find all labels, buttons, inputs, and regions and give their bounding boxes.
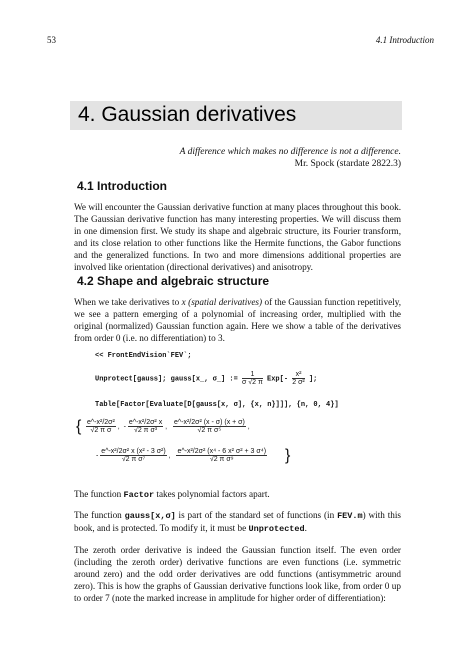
paragraph-zeroth-order: The zeroth order derivative is indeed the Gaussian function itself. The even order (including the zeroth order) derivative functions are even functions (i.e. symmetric around zero) and the odd order derivatives are odd functions (antisymmetric around zero). This is how the graphs of Gaussian derivative functions look like, from order 0 up to order 7 (note the marked increase in amplitude for higher order of differentiation): <box>74 545 401 604</box>
factor-text-post: takes polynomial factors apart. <box>154 489 270 499</box>
output-open-brace: { <box>76 418 82 435</box>
paragraph-shape <box>74 296 401 344</box>
paragraph-introduction: We will encounter the Gaussian derivative function at many places throughout this book. The Gaussian derivative function has many interesting properties. We will discuss them in one dimension first. We study its shape and algebraic structure, its Fourier transform, and its close relation to other functions like the Hermite functions, the Gabor functions and the generalized functions. In two and more dimensions additional properties are involved like orientation (directional derivatives) and anisotropy. <box>74 202 401 273</box>
chapter-title: 4. Gaussian derivatives <box>78 103 297 126</box>
output-term-0-den: √2 π σ <box>90 427 112 434</box>
shape-text-pre: When we take derivatives to <box>74 297 182 307</box>
output-term-1-den: √2 π σ³ <box>134 427 158 434</box>
code-exp-numerator: x² <box>292 371 305 379</box>
page-number: 53 <box>47 35 56 45</box>
output-term-2-den: √2 π σ⁵ <box>197 427 222 434</box>
shape-spatial-derivatives: (spatial derivatives) <box>188 297 263 307</box>
code-gauss-def-text: Unprotect[gauss]; gauss[x_, σ_] := <box>95 375 238 384</box>
output-term-0-num: e^-x²/2σ² <box>87 419 115 426</box>
gauss-text-pre: The function <box>74 510 125 520</box>
output-row-2: - $\frac{\text{e\textasciicircum{}-x²/2σ² x (x² - 3 σ²)}}{\text{√2 π σ⁷}}$ , $\frac{\text{e\textasciicircum{}-x²/2σ² (x⁴ - 6 x² σ² + 3 σ⁴)}}{\text{√2 π σ⁹}}$ <box>96 448 267 463</box>
output-term-2-num: e^-x²/2σ² (x - σ) (x + σ) <box>173 419 245 426</box>
gauss-text-end: . <box>304 523 307 534</box>
gauss-unprotected: Unprotected <box>248 524 305 535</box>
section-heading-introduction: 4.1 Introduction <box>77 179 167 193</box>
output-term-3-den: √2 π σ⁷ <box>121 456 146 463</box>
code-line-import: << FrontEndVision`FEV`; <box>95 352 192 360</box>
code-exp-end: ]; <box>308 375 318 384</box>
code-gauss-numerator: 1 <box>242 371 263 379</box>
factor-code: Factor <box>123 490 155 500</box>
running-header: 4.1 Introduction <box>375 35 434 45</box>
shape-variable-x: x <box>181 297 186 307</box>
shape-text-post: of the Gaussian function repetitively, we see a pattern emerging of a polynomial of increasing order, multiplied with the original (normalized) Gaussian function again. Here we show a table of the derivatives from order 0 (i.e. no differentiation) to 3. <box>74 297 402 344</box>
paragraph-gauss <box>74 509 401 535</box>
factor-text-pre: The function <box>74 489 124 499</box>
epigraph-quote: A difference which makes no difference is not a difference. <box>179 147 401 157</box>
output-term-4 <box>176 448 267 463</box>
output-term-1 <box>128 419 163 434</box>
output-row-1: $\frac{\text{e\textasciicircum{}-x²/2σ²}}{\text{√2 π σ}}$ , - $\frac{\text{e\textasciicircum{}-x²/2σ² x}}{\text{√2 π σ³}}$ , $\frac{\text{e\textasciicircum{}-x²/2σ² (x - σ) (x + σ)}}{\text{√2 π σ⁵}}$ , <box>87 419 250 434</box>
section-heading-shape: 4.2 Shape and algebraic structure <box>77 274 270 288</box>
output-term-4-num: e^-x²/2σ² (x⁴ - 6 x² σ² + 3 σ⁴) <box>177 448 267 455</box>
paragraph-factor <box>74 488 401 501</box>
code-line-gauss-def <box>95 371 317 386</box>
output-term-2 <box>173 419 246 434</box>
code-exp-fraction <box>292 371 305 386</box>
code-exp-text: Exp[- <box>267 375 289 384</box>
output-term-4-den: √2 π σ⁹ <box>209 456 234 463</box>
gauss-code: gauss[x,σ] <box>124 511 176 521</box>
gauss-file: FEV.m <box>337 511 363 521</box>
code-gauss-fraction <box>242 371 263 386</box>
output-term-0 <box>86 419 116 434</box>
epigraph-author: Mr. Spock (stardate 2822.3) <box>294 159 401 169</box>
output-close-brace: } <box>285 447 291 464</box>
gauss-text-post: ) with this book, and is protected. To modify it, it must be <box>74 510 402 534</box>
output-term-3-num: e^-x²/2σ² x (x² - 3 σ²) <box>101 448 166 455</box>
chapter-title-box <box>70 101 402 130</box>
code-exp-denominator: 2 σ² <box>292 379 305 386</box>
gauss-text-mid: is part of the standard set of functions (in <box>175 510 338 520</box>
output-term-1-num: e^-x²/2σ² x <box>128 419 163 426</box>
code-gauss-denominator: σ √2 π <box>242 379 263 386</box>
output-term-3 <box>100 448 166 463</box>
code-line-table: Table[Factor[Evaluate[D[gauss[x, σ], {x, n}]]], {n, 0, 4}] <box>95 401 339 409</box>
